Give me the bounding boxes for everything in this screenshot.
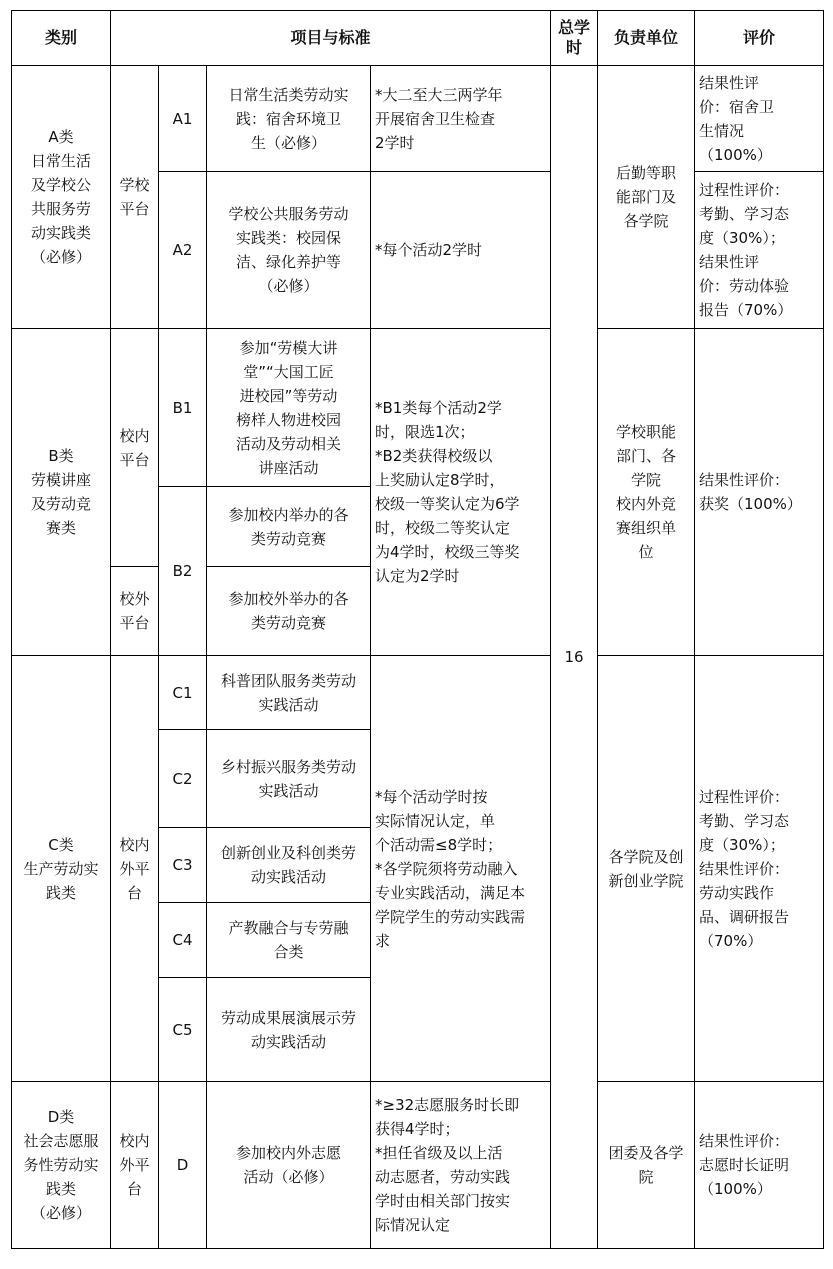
code-c2: C2 bbox=[159, 730, 207, 828]
standard-c: *每个活动学时按 实际情况认定，单 个活动需≤8学时； *各学院须将劳动融入 专业实践活动，满足本 学院学生的劳动实践需 求 bbox=[371, 656, 551, 1082]
eval-b: 结果性评价： 获奖（100%） bbox=[695, 329, 824, 656]
item-c3: 创新创业及科创类劳 动实践活动 bbox=[207, 828, 371, 903]
standard-b: *B1类每个活动2学 时，限选1次； *B2类获得校级以 上奖励认定8学时， 校级一等奖认定为6学 时，校级二等奖认定 为4学时，校级三等奖 认定为2学时 bbox=[371, 329, 551, 656]
code-c4: C4 bbox=[159, 903, 207, 978]
item-c4: 产教融合与专劳融 合类 bbox=[207, 903, 371, 978]
platform-d: 校内 外平 台 bbox=[111, 1082, 159, 1249]
table-row-c1 bbox=[12, 656, 824, 730]
item-c1: 科普团队服务类劳动 实践活动 bbox=[207, 656, 371, 730]
code-c3: C3 bbox=[159, 828, 207, 903]
platform-b-in: 校内 平台 bbox=[111, 329, 159, 567]
unit-d: 团委及各学 院 bbox=[598, 1082, 695, 1249]
labor-practice-table bbox=[11, 10, 824, 1249]
unit-b: 学校职能 部门、各 学院 校内外竞 赛组织单 位 bbox=[598, 329, 695, 656]
category-d: D类 社会志愿服 务性劳动实 践类 （必修） bbox=[12, 1082, 111, 1249]
item-c2: 乡村振兴服务类劳动 实践活动 bbox=[207, 730, 371, 828]
category-c: C类 生产劳动实 践类 bbox=[12, 656, 111, 1082]
item-b2-out: 参加校外举办的各 类劳动竞赛 bbox=[207, 567, 371, 656]
unit-c: 各学院及创 新创业学院 bbox=[598, 656, 695, 1082]
table-row-d bbox=[12, 1082, 824, 1249]
item-b2-in: 参加校内举办的各 类劳动竞赛 bbox=[207, 487, 371, 567]
header-category: 类别 bbox=[12, 11, 111, 66]
header-item: 项目与标准 bbox=[111, 11, 551, 66]
eval-a1: 结果性评 价：宿舍卫 生情况 （100%） bbox=[695, 66, 824, 172]
code-c1: C1 bbox=[159, 656, 207, 730]
header-eval: 评价 bbox=[695, 11, 824, 66]
category-b: B类 劳模讲座 及劳动竞 赛类 bbox=[12, 329, 111, 656]
standard-a2: *每个活动2学时 bbox=[371, 172, 551, 329]
eval-c: 过程性评价： 考勤、学习态 度（30%）； 结果性评价： 劳动实践作 品、调研报告 （70%） bbox=[695, 656, 824, 1082]
eval-a2: 过程性评价： 考勤、学习态 度（30%）； 结果性评 价：劳动体验 报告（70%） bbox=[695, 172, 824, 329]
table-row-b1 bbox=[12, 329, 824, 487]
standard-d: *≥32志愿服务时长即 获得4学时； *担任省级及以上活 动志愿者，劳动实践 学时由相关部门按实 际情况认定 bbox=[371, 1082, 551, 1249]
code-b1: B1 bbox=[159, 329, 207, 487]
item-a1: 日常生活类劳动实 践：宿舍环境卫 生（必修） bbox=[207, 66, 371, 172]
code-d: D bbox=[159, 1082, 207, 1249]
code-c5: C5 bbox=[159, 978, 207, 1082]
eval-d: 结果性评价： 志愿时长证明 （100%） bbox=[695, 1082, 824, 1249]
item-b1: 参加“劳模大讲 堂”“大国工匠 进校园”等劳动 榜样人物进校园 活动及劳动相关 讲座活动 bbox=[207, 329, 371, 487]
header-unit: 负责单位 bbox=[598, 11, 695, 66]
header-hours: 总学 时 bbox=[551, 11, 598, 66]
header-row bbox=[12, 11, 824, 66]
platform-c: 校内 外平 台 bbox=[111, 656, 159, 1082]
platform-a: 学校 平台 bbox=[111, 66, 159, 329]
code-a2: A2 bbox=[159, 172, 207, 329]
table-row-a1 bbox=[12, 66, 824, 172]
category-a: A类 日常生活 及学校公 共服务劳 动实践类 （必修） bbox=[12, 66, 111, 329]
unit-a: 后勤等职 能部门及 各学院 bbox=[598, 66, 695, 329]
code-a1: A1 bbox=[159, 66, 207, 172]
code-b2: B2 bbox=[159, 487, 207, 656]
platform-b-out: 校外 平台 bbox=[111, 567, 159, 656]
item-c5: 劳动成果展演展示劳 动实践活动 bbox=[207, 978, 371, 1082]
total-hours: 16 bbox=[551, 66, 598, 1249]
item-d: 参加校内外志愿 活动（必修） bbox=[207, 1082, 371, 1249]
standard-a1: *大二至大三两学年 开展宿舍卫生检查 2学时 bbox=[371, 66, 551, 172]
item-a2: 学校公共服务劳动 实践类：校园保 洁、绿化养护等 （必修） bbox=[207, 172, 371, 329]
